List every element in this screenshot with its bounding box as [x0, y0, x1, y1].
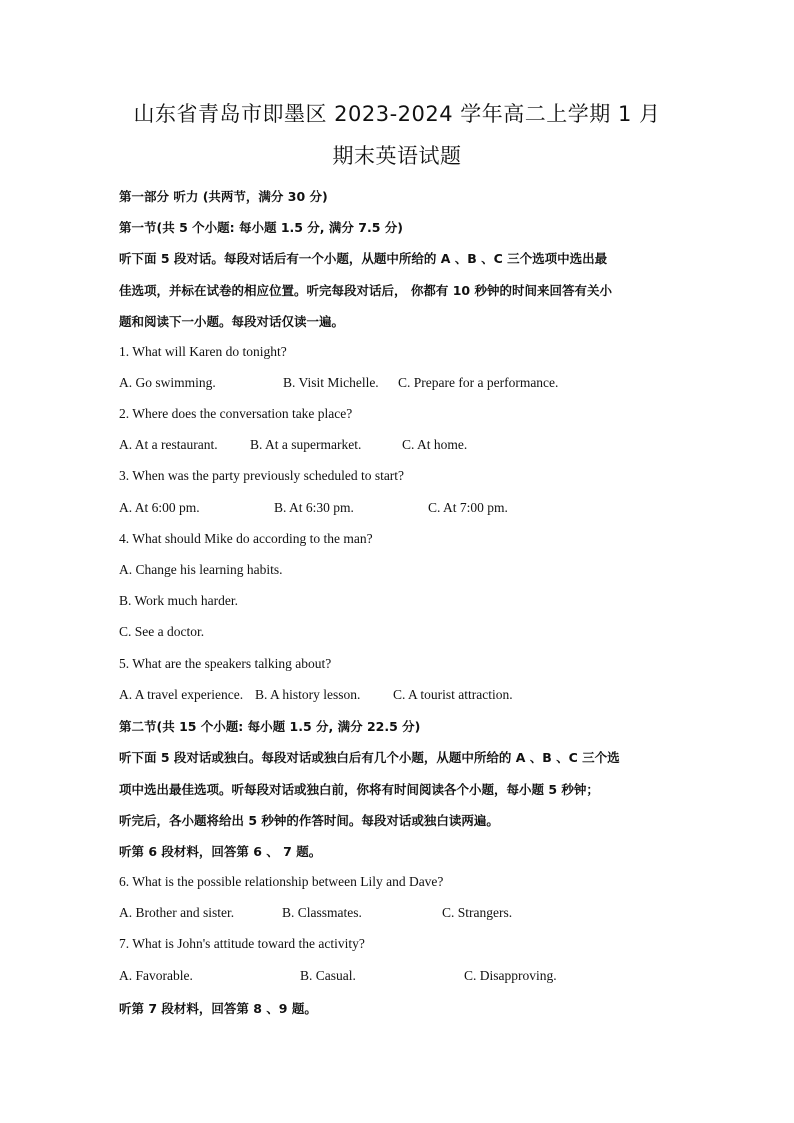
section1-instruction-line: 听下面 5 段对话。每段对话后有一个小题，从题中所给的 A 、B 、C 三个选项中选出最: [119, 251, 608, 266]
section1-instruction-line: 题和阅读下一小题。每段对话仅读一遍。: [119, 314, 345, 329]
question-5: 5. What are the speakers talking about?: [119, 656, 332, 671]
q6-option-a: A. Brother and sister.: [119, 905, 235, 920]
q5-option-a: A. A travel experience.: [119, 687, 244, 702]
q4-option-b: B. Work much harder.: [119, 593, 239, 608]
question-1: 1. What will Karen do tonight?: [119, 344, 287, 359]
exam-title-line2: 期末英语试题: [332, 144, 462, 168]
q7-option-b: B. Casual.: [300, 968, 356, 983]
section2-instruction-line: 听完后，各小题将给出 5 秒钟的作答时间。每段对话或独白读两遍。: [119, 813, 499, 828]
question-2: 2. Where does the conversation take place?: [119, 406, 353, 421]
question-4: 4. What should Mike do according to the man?: [119, 531, 373, 546]
question-7: 7. What is John's attitude toward the activity?: [119, 936, 365, 951]
q6-option-c: C. Strangers.: [442, 905, 513, 920]
q5-option-b: B. A history lesson.: [255, 687, 361, 702]
q4-option-a: A. Change his learning habits.: [119, 562, 283, 577]
question-6: 6. What is the possible relationship between Lily and Dave?: [119, 874, 444, 889]
question-3: 3. When was the party previously scheduled to start?: [119, 468, 405, 483]
q3-option-c: C. At 7:00 pm.: [428, 500, 508, 515]
q1-option-a: A. Go swimming.: [119, 375, 216, 390]
q2-option-b: B. At a supermarket.: [250, 437, 362, 452]
q7-option-a: A. Favorable.: [119, 968, 193, 983]
q3-option-a: A. At 6:00 pm.: [119, 500, 200, 515]
section2-instruction-line: 听下面 5 段对话或独白。每段对话或独白后有几个小题，从题中所给的 A 、B 、C 三个选: [119, 750, 620, 765]
q3-option-b: B. At 6:30 pm.: [274, 500, 354, 515]
section1-instruction-line: 佳选项，并标在试卷的相应位置。听完每段对话后， 你都有 10 秒钟的时间来回答有关小: [119, 283, 612, 298]
q1-option-c: C. Prepare for a performance.: [398, 375, 559, 390]
section1-header: 第一节(共 5 个小题: 每小题 1.5 分, 满分 7.5 分): [119, 220, 403, 235]
part1-header: 第一部分 听力 (共两节，满分 30 分): [119, 189, 328, 204]
material6-header: 听第 6 段材料，回答第 6 、 7 题。: [119, 844, 322, 859]
q5-option-c: C. A tourist attraction.: [393, 687, 513, 702]
q7-option-c: C. Disapproving.: [464, 968, 557, 983]
q1-option-b: B. Visit Michelle.: [283, 375, 379, 390]
section2-header: 第二节(共 15 个小题: 每小题 1.5 分, 满分 22.5 分): [119, 719, 421, 734]
q6-option-b: B. Classmates.: [282, 905, 362, 920]
material7-header: 听第 7 段材料，回答第 8 、9 题。: [119, 1001, 317, 1016]
q4-option-c: C. See a doctor.: [119, 624, 205, 639]
section2-instruction-line: 项中选出最佳选项。听每段对话或独白前，你将有时间阅读各个小题，每小题 5 秒钟；: [119, 782, 599, 797]
q2-option-c: C. At home.: [402, 437, 468, 452]
exam-title-line1: 山东省青岛市即墨区 2023-2024 学年高二上学期 1 月: [133, 102, 661, 126]
q2-option-a: A. At a restaurant.: [119, 437, 218, 452]
